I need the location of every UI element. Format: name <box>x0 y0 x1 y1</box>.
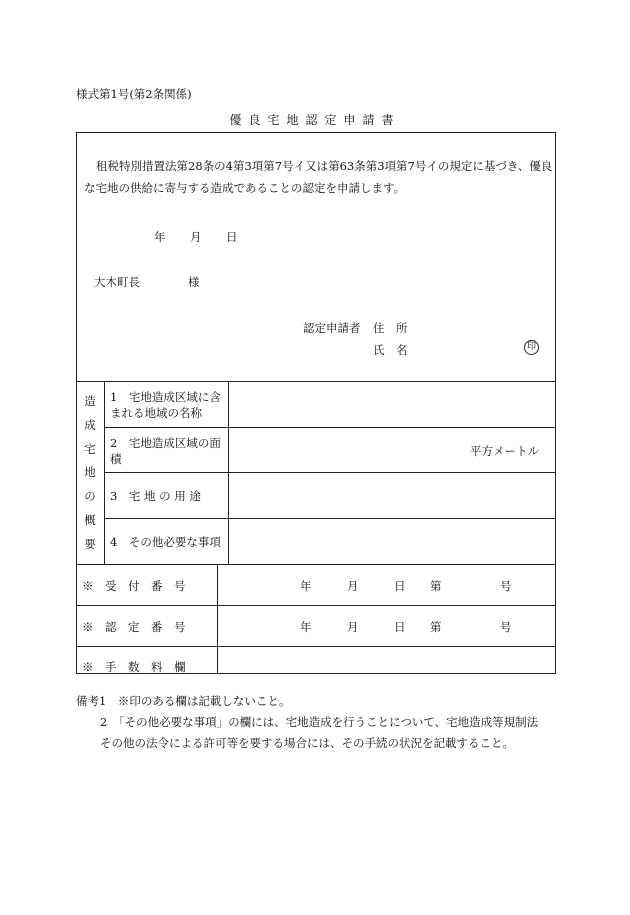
seal-mark: 印 <box>524 340 539 355</box>
divider <box>76 605 556 606</box>
note-1: 備考1 ※印のある欄は記載しないこと。 <box>76 694 291 708</box>
date-year: 年 <box>154 230 166 244</box>
section-char: 概 <box>84 513 96 528</box>
divider <box>76 381 556 382</box>
divider <box>76 564 556 565</box>
honorific: 様 <box>188 275 200 289</box>
divider <box>104 381 105 564</box>
reception-year: 年 <box>300 579 312 593</box>
divider <box>104 518 556 519</box>
addressee: 大木町長 <box>94 275 140 289</box>
certification-dai: 第 <box>430 620 442 634</box>
section-char: 地 <box>84 465 96 480</box>
divider <box>104 472 556 473</box>
notes <box>76 691 538 754</box>
reception-go: 号 <box>500 579 512 593</box>
note-2-line-1: 2 「その他必要な事項」の欄には、宅地造成を行うことについて、宅地造成等規制法 <box>100 715 539 729</box>
document-title: 優良宅地認定申請書 <box>229 113 401 127</box>
row-label-land-use: 3 宅 地 の 用 途 <box>110 489 201 503</box>
section-char: 宅 <box>84 441 96 456</box>
date-day: 日 <box>226 230 238 244</box>
row-label-other: 4 その他必要な事項 <box>110 535 221 549</box>
declaration-text: 租税特別措置法第28条の4第3項第7号イ又は第63条第3項第7号イの規定に基づき、優良な宅地の供給に寄与する造成であることの認定を申請します。 <box>84 159 553 195</box>
form-number: 様式第1号(第2条関係) <box>76 87 192 101</box>
reception-day: 日 <box>394 579 406 593</box>
certification-month: 月 <box>347 620 359 634</box>
divider <box>76 646 556 647</box>
certification-year: 年 <box>300 620 312 634</box>
divider <box>104 427 556 428</box>
row-label-area-size: 2 宅地造成区域の面積 <box>110 436 221 466</box>
certification-go: 号 <box>500 620 512 634</box>
section-char: 造 <box>84 393 96 408</box>
divider <box>228 381 229 564</box>
certification-number-label: ※ 認 定 番 号 <box>82 620 186 634</box>
section-label-overview <box>76 381 104 564</box>
section-char: 要 <box>84 536 96 551</box>
section-char: の <box>84 489 96 504</box>
certification-day: 日 <box>394 620 406 634</box>
section-char: 成 <box>84 417 96 432</box>
date-month: 月 <box>190 230 202 244</box>
area-unit: 平方メートル <box>470 444 539 458</box>
reception-dai: 第 <box>430 579 442 593</box>
fee-label: ※ 手 数 料 欄 <box>82 660 186 674</box>
reception-number-label: ※ 受 付 番 号 <box>82 579 186 593</box>
applicant-label: 認定申請者 <box>303 321 361 335</box>
row-label-area-name: 1 宅地造成区域に含まれる地域の名称 <box>110 390 221 420</box>
divider <box>217 564 218 674</box>
note-2-line-2: その他の法令による許可等を要する場合には、その手続の状況を記載すること。 <box>100 736 514 750</box>
name-label: 氏 名 <box>373 343 408 357</box>
reception-month: 月 <box>347 579 359 593</box>
address-label: 住 所 <box>373 321 408 335</box>
